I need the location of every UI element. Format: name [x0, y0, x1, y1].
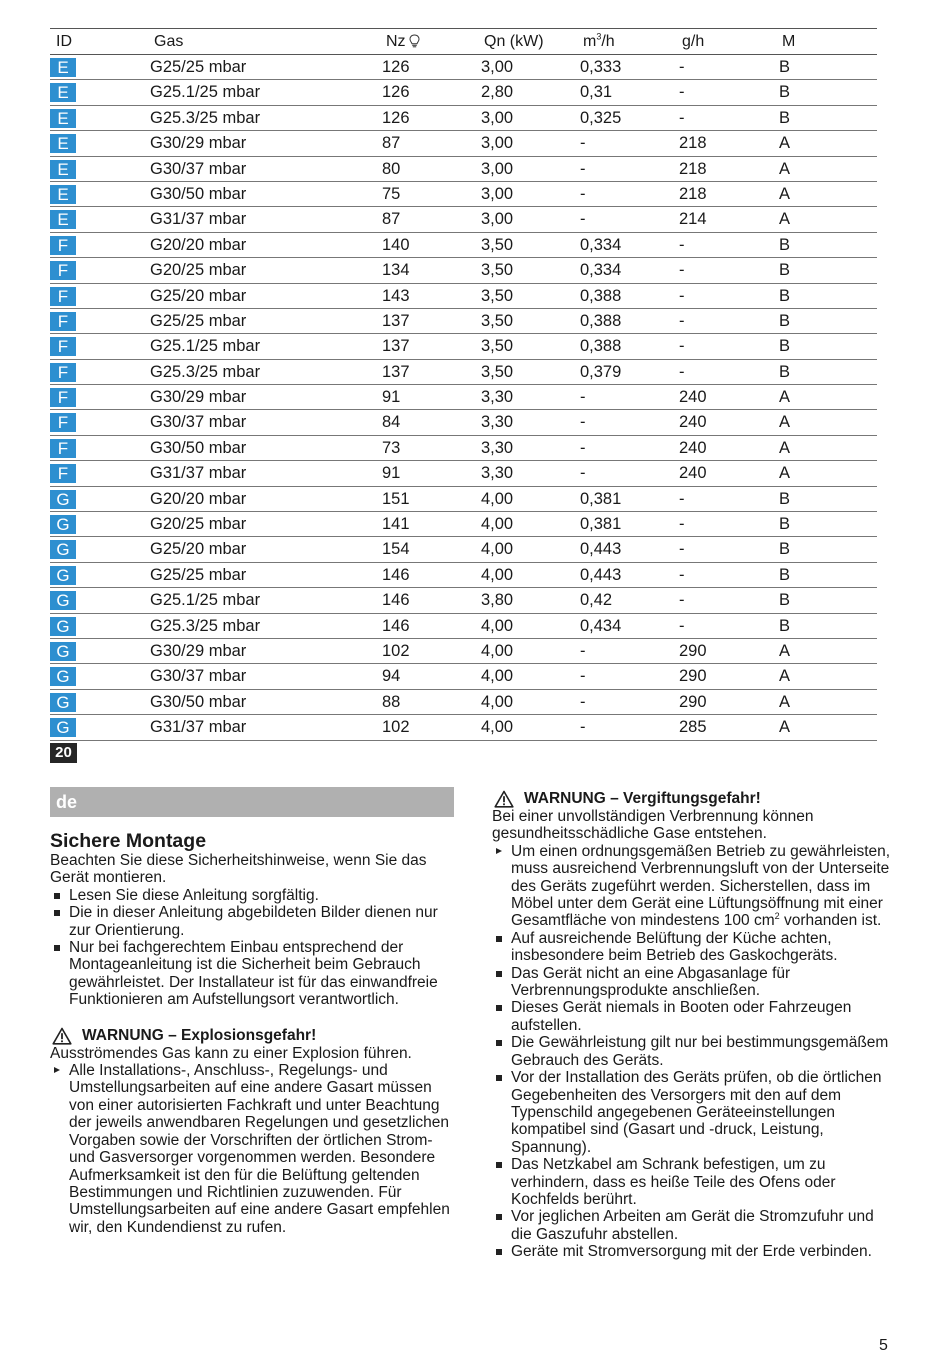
cell-gh: 290: [679, 667, 707, 686]
cell-m: A: [779, 159, 791, 178]
cell-gas: G20/20 mbar: [150, 235, 247, 254]
cell-m3h: 0,388: [580, 311, 622, 330]
cell-m3h: 0,31: [580, 83, 613, 102]
table-row: [50, 614, 877, 639]
list-item: Um einen ordnungsgemäßen Betrieb zu gewährleisten, muss ausreichend Verbrennungsluft von der Unterseite des Geräts zugeführt werden. Sicherstellen, dass im Möbel unter dem Gerät eine Lüftungsöffnung mit einer Gesamtfläche von mindestens 100 $cm^2$ vorhanden ist.: [492, 843, 892, 930]
cell-m3h: -: [580, 464, 586, 483]
cell-nz: 91: [382, 464, 401, 483]
cell-gh: 214: [679, 210, 707, 229]
cell-qn: 3,50: [481, 311, 514, 330]
cell-m3h: 0,381: [580, 515, 622, 534]
cell-gh: -: [679, 83, 685, 102]
cell-nz: 137: [382, 337, 410, 356]
row-id-badge: F: [50, 388, 76, 407]
table-row: [50, 537, 877, 562]
row-id-badge: F: [50, 287, 76, 306]
cell-gh: 240: [679, 438, 707, 457]
cell-gas: G25.1/25 mbar: [150, 591, 261, 610]
cell-nz: 141: [382, 515, 410, 534]
poison-warning-text: Bei einer unvollständigen Verbrennung können gesundheitsschädliche Gase entstehen.: [492, 808, 814, 843]
cell-nz: 151: [382, 489, 410, 508]
right-column: [492, 790, 892, 1261]
table-header: [50, 28, 877, 55]
row-id-badge: G: [50, 566, 76, 585]
gas-table: [50, 28, 877, 741]
header-m3h: $m^3/h$: [583, 31, 615, 50]
cell-m: A: [779, 641, 791, 660]
language-bar: de: [50, 787, 454, 817]
cell-nz: 146: [382, 591, 410, 610]
table-row: [50, 157, 877, 182]
left-column: [50, 787, 454, 1236]
cell-qn: 3,30: [481, 438, 514, 457]
table-row: [50, 80, 877, 105]
cell-m: B: [779, 58, 791, 76]
list-item: Die Gewährleistung gilt nur bei bestimmungsgemäßem Gebrauch des Geräts.: [492, 1034, 892, 1069]
cell-qn: 3,00: [481, 108, 514, 127]
intro-text: Beachten Sie diese Sicherheitshinweise, wenn Sie das Gerät montieren.: [50, 852, 427, 887]
cell-m3h: 0,443: [580, 565, 622, 584]
row-id-badge: F: [50, 464, 76, 483]
cell-gh: 285: [679, 718, 707, 737]
cell-m3h: -: [580, 210, 586, 229]
cell-m: B: [779, 591, 791, 610]
cell-nz: 140: [382, 235, 410, 254]
cell-m: A: [779, 388, 791, 407]
cell-gh: 218: [679, 159, 707, 178]
cell-gh: 240: [679, 413, 707, 432]
header-qn: Qn (kW): [484, 33, 544, 50]
cell-qn: 3,00: [481, 210, 514, 229]
cell-gh: 218: [679, 134, 707, 153]
header-gas: Gas: [154, 33, 184, 50]
cell-qn: 3,50: [481, 362, 514, 381]
table-row: [50, 55, 877, 80]
cell-nz: 88: [382, 692, 401, 711]
cell-gas: G30/29 mbar: [150, 388, 247, 407]
row-id-badge: F: [50, 236, 76, 255]
cell-nz: 87: [382, 134, 401, 153]
cell-gh: 240: [679, 388, 707, 407]
cell-gas: G30/37 mbar: [150, 413, 247, 432]
cell-m: A: [779, 464, 791, 483]
cell-gas: G20/25 mbar: [150, 515, 247, 534]
row-id-badge: G: [50, 490, 76, 509]
cell-nz: 134: [382, 261, 410, 280]
cell-gas: G30/50 mbar: [150, 184, 247, 203]
cell-m: B: [779, 261, 791, 280]
cell-m: B: [779, 565, 791, 584]
cell-m: B: [779, 311, 791, 330]
cell-gas: G25.3/25 mbar: [150, 108, 261, 127]
cell-nz: 154: [382, 540, 410, 559]
table-body: [50, 55, 877, 741]
warning-triangle-icon: [494, 790, 514, 808]
table-row: [50, 233, 877, 258]
cell-gh: -: [679, 235, 685, 254]
cell-m3h: -: [580, 134, 586, 153]
cell-qn: 4,00: [481, 515, 514, 534]
cell-gh: 290: [679, 641, 707, 660]
cell-nz: 126: [382, 58, 410, 76]
table-page-tag: 20: [50, 743, 77, 763]
cell-qn: 3,00: [481, 58, 514, 76]
row-id-badge: E: [50, 160, 76, 179]
cell-m3h: 0,42: [580, 591, 613, 610]
cell-gh: -: [679, 489, 685, 508]
cell-gh: 218: [679, 184, 707, 203]
cell-m3h: -: [580, 184, 586, 203]
poison-warning-heading: WARNUNG – Vergiftungsgefahr!: [492, 790, 892, 808]
list-item: Das Gerät nicht an eine Abgasanlage für Verbrennungsprodukte anschließen.: [492, 965, 892, 1000]
cell-qn: 3,00: [481, 134, 514, 153]
cell-nz: 91: [382, 388, 401, 407]
cell-gas: G30/50 mbar: [150, 438, 247, 457]
table-row: [50, 131, 877, 156]
cell-gas: G20/25 mbar: [150, 261, 247, 280]
cell-gh: -: [679, 58, 685, 76]
table-row: [50, 106, 877, 131]
row-id-badge: E: [50, 134, 76, 153]
cell-nz: 146: [382, 616, 410, 635]
cell-m: B: [779, 515, 791, 534]
cell-m3h: -: [580, 641, 586, 660]
cell-gas: G20/20 mbar: [150, 489, 247, 508]
cell-qn: 4,00: [481, 540, 514, 559]
nozzle-bulb-icon: [409, 34, 420, 48]
cell-m3h: 0,325: [580, 108, 622, 127]
row-id-badge: E: [50, 185, 76, 204]
row-id-badge: G: [50, 617, 76, 636]
table-row: [50, 588, 877, 613]
cell-gas: G25.3/25 mbar: [150, 616, 261, 635]
cell-gas: G25/20 mbar: [150, 540, 247, 559]
table-row: [50, 512, 877, 537]
cell-gas: G25/25 mbar: [150, 58, 247, 76]
header-id: ID: [56, 33, 72, 50]
cell-m3h: -: [580, 667, 586, 686]
row-id-badge: G: [50, 515, 76, 534]
cell-gh: -: [679, 591, 685, 610]
cell-m: B: [779, 286, 791, 305]
cell-m: A: [779, 692, 791, 711]
list-item: Geräte mit Stromversorgung mit der Erde verbinden.: [492, 1243, 892, 1260]
row-id-badge: F: [50, 337, 76, 356]
cell-qn: 3,80: [481, 591, 514, 610]
row-id-badge: G: [50, 693, 76, 712]
cell-nz: 94: [382, 667, 401, 686]
table-row: [50, 563, 877, 588]
cell-nz: 126: [382, 108, 410, 127]
cell-nz: 73: [382, 438, 401, 457]
row-id-badge: E: [50, 58, 76, 77]
cell-gas: G31/37 mbar: [150, 718, 247, 737]
list-item: Dieses Gerät niemals in Booten oder Fahrzeugen aufstellen.: [492, 999, 892, 1034]
list-item: Lesen Sie diese Anleitung sorgfältig.: [50, 887, 454, 904]
explosion-warning-list: [50, 1062, 454, 1236]
list-item: Vor jeglichen Arbeiten am Gerät die Stromzufuhr und die Gaszufuhr abstellen.: [492, 1208, 892, 1243]
row-id-badge: F: [50, 413, 76, 432]
cell-m: A: [779, 667, 791, 686]
list-item: Auf ausreichende Belüftung der Küche achten, insbesondere beim Betrieb des Gaskochgeräts.: [492, 930, 892, 965]
table-row: [50, 385, 877, 410]
row-id-badge: F: [50, 439, 76, 458]
cell-m3h: 0,443: [580, 540, 622, 559]
cell-nz: 126: [382, 83, 410, 102]
cell-qn: 3,50: [481, 261, 514, 280]
cell-gas: G31/37 mbar: [150, 464, 247, 483]
cell-m3h: 0,388: [580, 286, 622, 305]
explosion-warning-text: Ausströmendes Gas kann zu einer Explosion führen.: [50, 1044, 412, 1062]
cell-gh: -: [679, 108, 685, 127]
table-row: [50, 410, 877, 435]
header-m: M: [782, 33, 796, 50]
row-id-badge: G: [50, 540, 76, 559]
cell-m: B: [779, 489, 791, 508]
cell-nz: 75: [382, 184, 401, 203]
cell-m3h: -: [580, 438, 586, 457]
cell-m3h: 0,388: [580, 337, 622, 356]
cell-m: A: [779, 438, 791, 457]
row-id-badge: G: [50, 591, 76, 610]
cell-m: B: [779, 108, 791, 127]
cell-qn: 3,50: [481, 235, 514, 254]
row-id-badge: E: [50, 109, 76, 128]
list-item: Vor der Installation des Geräts prüfen, ob die örtlichen Gegebenheiten des Versorgers mit den auf dem Typenschild angegebenen Geräteeinstellungen kompatibel sind (Gasart und -druck, Leistung, Spannung).: [492, 1069, 892, 1156]
section-heading: Sichere Montage: [50, 830, 207, 852]
cell-m: B: [779, 235, 791, 254]
cell-qn: 4,00: [481, 718, 514, 737]
cell-gh: 240: [679, 464, 707, 483]
cell-m3h: 0,379: [580, 362, 622, 381]
cell-m: A: [779, 413, 791, 432]
explosion-warning-heading: WARNUNG – Explosionsgefahr!: [50, 1027, 454, 1045]
safety-list: [50, 887, 454, 1009]
table-row: [50, 360, 877, 385]
cell-qn: 4,00: [481, 616, 514, 635]
cell-m: B: [779, 616, 791, 635]
cell-gas: G25/25 mbar: [150, 565, 247, 584]
table-row: [50, 334, 877, 359]
cell-m3h: -: [580, 159, 586, 178]
cell-m3h: 0,381: [580, 489, 622, 508]
cell-qn: 3,30: [481, 388, 514, 407]
cell-m3h: 0,333: [580, 58, 622, 76]
cell-nz: 80: [382, 159, 401, 178]
cell-gas: G25.3/25 mbar: [150, 362, 261, 381]
cell-qn: 3,00: [481, 184, 514, 203]
row-id-badge: G: [50, 642, 76, 661]
cell-nz: 102: [382, 641, 410, 660]
row-id-badge: F: [50, 312, 76, 331]
cell-nz: 146: [382, 565, 410, 584]
cell-gh: 290: [679, 692, 707, 711]
cell-gh: -: [679, 565, 685, 584]
table-row: [50, 284, 877, 309]
table-row: [50, 309, 877, 334]
table-row: [50, 207, 877, 232]
cell-gas: G25/25 mbar: [150, 311, 247, 330]
cell-m3h: -: [580, 718, 586, 737]
cell-gh: -: [679, 311, 685, 330]
cell-m3h: -: [580, 413, 586, 432]
list-item: Nur bei fachgerechtem Einbau entsprechend der Montageanleitung ist die Sicherheit beim Gebrauch gewährleistet. Der Installateur ist für das einwandfreie Funktionieren am Aufstellungsort verantwortlich.: [50, 939, 454, 1009]
cell-qn: 4,00: [481, 641, 514, 660]
list-item: Alle Installations-, Anschluss-, Regelungs- und Umstellungsarbeiten auf eine andere Gasart müssen von einer autorisierten Fachkraft und unter Beachtung der jeweils anwendbaren Regelungen und gesetzlichen Vorgaben sowie der Vorschriften der örtlichen Strom- und Gasversorger vorgenommen werden. Besondere Aufmerksamkeit ist den für die Belüftung geltenden Bestimmungen und Richtlinien zuzuwenden. Für Umstellungsarbeiten auf eine andere Gasart empfehlen wir, den Kundendienst zu rufen.: [50, 1062, 454, 1236]
cell-nz: 102: [382, 718, 410, 737]
cell-gas: G30/37 mbar: [150, 667, 247, 686]
table-row: [50, 690, 877, 715]
cell-gas: G30/29 mbar: [150, 641, 247, 660]
cell-nz: 137: [382, 311, 410, 330]
cell-gh: -: [679, 540, 685, 559]
cell-gas: G25.1/25 mbar: [150, 83, 261, 102]
header-gh: g/h: [682, 33, 705, 50]
cell-gas: G30/37 mbar: [150, 159, 247, 178]
cell-m3h: 0,334: [580, 261, 622, 280]
row-id-badge: E: [50, 83, 76, 102]
cell-m: B: [779, 83, 791, 102]
cell-gh: -: [679, 362, 685, 381]
cell-gas: G25.1/25 mbar: [150, 337, 261, 356]
cell-gh: -: [679, 261, 685, 280]
cell-qn: 3,50: [481, 286, 514, 305]
cell-m: A: [779, 718, 791, 737]
cell-qn: 4,00: [481, 565, 514, 584]
header-nz: Nz: [386, 29, 420, 54]
cell-nz: 137: [382, 362, 410, 381]
table-row: [50, 487, 877, 512]
table-row: [50, 182, 877, 207]
cell-qn: 3,00: [481, 159, 514, 178]
cell-gh: -: [679, 337, 685, 356]
page-number: 5: [879, 1337, 888, 1354]
cell-m: B: [779, 337, 791, 356]
cell-gas: G30/50 mbar: [150, 692, 247, 711]
row-id-badge: G: [50, 718, 76, 737]
cell-m3h: 0,334: [580, 235, 622, 254]
cell-qn: 3,50: [481, 337, 514, 356]
cell-qn: 4,00: [481, 692, 514, 711]
row-id-badge: F: [50, 363, 76, 382]
table-row: [50, 436, 877, 461]
table-row: [50, 639, 877, 664]
cell-nz: 143: [382, 286, 410, 305]
cell-m3h: -: [580, 388, 586, 407]
cell-gh: -: [679, 286, 685, 305]
cell-qn: 3,30: [481, 464, 514, 483]
cell-gh: -: [679, 515, 685, 534]
cell-gas: G31/37 mbar: [150, 210, 247, 229]
cell-nz: 87: [382, 210, 401, 229]
cell-m: B: [779, 362, 791, 381]
cell-gas: G25/20 mbar: [150, 286, 247, 305]
table-row: [50, 258, 877, 283]
table-row: [50, 715, 877, 740]
row-id-badge: G: [50, 667, 76, 686]
cell-gas: G30/29 mbar: [150, 134, 247, 153]
cell-m: B: [779, 540, 791, 559]
cell-m: A: [779, 134, 791, 153]
table-row: [50, 461, 877, 486]
cell-qn: 4,00: [481, 489, 514, 508]
row-id-badge: F: [50, 261, 76, 280]
cell-nz: 84: [382, 413, 401, 432]
warning-triangle-icon: [52, 1027, 72, 1045]
cell-m3h: -: [580, 692, 586, 711]
list-item: Die in dieser Anleitung abgebildeten Bilder dienen nur zur Orientierung.: [50, 904, 454, 939]
cell-gh: -: [679, 616, 685, 635]
cell-qn: 4,00: [481, 667, 514, 686]
table-row: [50, 664, 877, 689]
cell-m3h: 0,434: [580, 616, 622, 635]
cell-m: A: [779, 184, 791, 203]
list-item: Das Netzkabel am Schrank befestigen, um zu verhindern, dass es heiße Teile des Ofens oder Kochfelds berührt.: [492, 1156, 892, 1208]
row-id-badge: E: [50, 210, 76, 229]
cell-m: A: [779, 210, 791, 229]
cell-qn: 2,80: [481, 83, 514, 102]
poison-warning-list: [492, 843, 892, 1261]
cell-qn: 3,30: [481, 413, 514, 432]
